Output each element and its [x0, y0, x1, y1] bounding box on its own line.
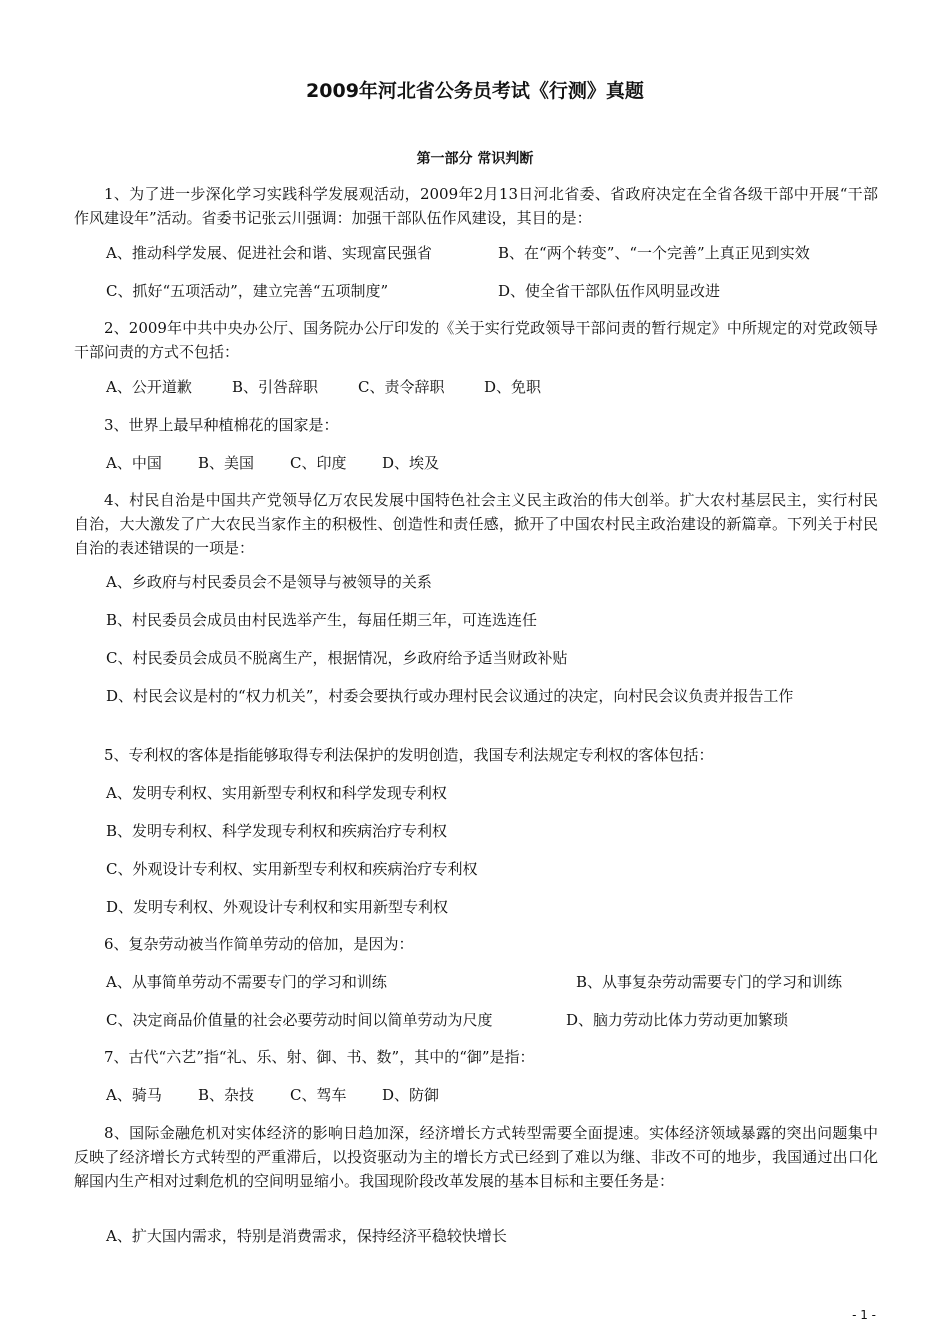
option-6a: A、从事简单劳动不需要专门的学习和训练	[106, 973, 387, 991]
option-5d: D、发明专利权、外观设计专利权和实用新型专利权	[106, 898, 449, 916]
option-8a: A、扩大国内需求，特别是消费需求，保持经济平稳较快增长	[106, 1227, 507, 1245]
option-2d: D、免职	[484, 378, 542, 396]
option-3a: A、中国	[106, 454, 162, 472]
option-7c: C、驾车	[290, 1086, 347, 1104]
option-7a: A、骑马	[106, 1086, 162, 1104]
option-6b: B、从事复杂劳动需要专门的学习和训练	[576, 973, 843, 991]
option-5c: C、外观设计专利权、实用新型专利权和疾病治疗专利权	[106, 860, 478, 878]
document-title: 2009年河北省公务员考试《行测》真题	[306, 80, 644, 102]
option-5b: B、发明专利权、科学发现专利权和疾病治疗专利权	[106, 822, 448, 840]
question-6-options-ab	[106, 970, 842, 994]
question-2-options	[106, 375, 541, 399]
option-6d: D、脑力劳动比体力劳动更加繁琐	[566, 1011, 789, 1029]
option-1c: C、抓好“五项活动”，建立完善“五项制度”	[106, 282, 389, 300]
page-number: - 1 -	[852, 1308, 876, 1322]
option-7b: B、杂技	[198, 1086, 255, 1104]
option-2b: B、引咎辞职	[232, 378, 319, 396]
question-4-stem: 4、村民自治是中国共产党领导亿万农民发展中国特色社会主义民主政治的伟大创举。扩大农村基层民主，实行村民自治，大大激发了广大农民当家作主的积极性、创造性和责任感，掀开了中国农村民主政治建设的新篇章。下列关于村民自治的表述错误的一项是：	[74, 491, 878, 557]
option-3b: B、美国	[198, 454, 255, 472]
question-3-stem: 3、世界上最早种植棉花的国家是：	[104, 416, 339, 434]
option-4c: C、村民委员会成员不脱离生产，根据情况，乡政府给予适当财政补贴	[106, 649, 568, 667]
question-2-stem: 2、2009年中共中央办公厅、国务院办公厅印发的《关于实行党政领导干部问责的暂行规定》中所规定的对党政领导干部问责的方式不包括：	[74, 319, 878, 361]
question-5-stem: 5、专利权的客体是指能够取得专利法保护的发明创造，我国专利法规定专利权的客体包括：	[104, 746, 714, 764]
question-3-options	[106, 451, 439, 475]
option-3d: D、埃及	[382, 454, 440, 472]
option-6c: C、决定商品价值量的社会必要劳动时间以简单劳动为尺度	[106, 1011, 493, 1029]
question-1-options-cd	[106, 279, 720, 303]
option-1a: A、推动科学发展、促进社会和谐、实现富民强省	[106, 244, 432, 262]
option-4a: A、乡政府与村民委员会不是领导与被领导的关系	[106, 573, 432, 591]
question-8-stem: 8、国际金融危机对实体经济的影响日趋加深，经济增长方式转型需要全面提速。实体经济领域暴露的突出问题集中反映了经济增长方式转型的严重滞后，以投资驱动为主的增长方式已经到了难以为继、非改不可的地步，我国通过出口化解国内生产相对过剩危机的空间明显缩小。我国现阶段改革发展的基本目标和主要任务是：	[74, 1124, 878, 1190]
question-7-stem: 7、古代“六艺”指“礼、乐、射、御、书、数”，其中的“御”是指：	[104, 1048, 535, 1066]
option-1b: B、在“两个转变”、“一个完善”上真正见到实效	[498, 244, 810, 262]
option-5a: A、发明专利权、实用新型专利权和科学发现专利权	[106, 784, 447, 802]
option-4b: B、村民委员会成员由村民选举产生，每届任期三年，可连选连任	[106, 611, 538, 629]
question-6-stem: 6、复杂劳动被当作简单劳动的倍加，是因为：	[104, 935, 414, 953]
question-6-options-cd	[106, 1008, 788, 1032]
question-1-options-ab	[106, 241, 810, 265]
question-1-stem: 1、为了进一步深化学习实践科学发展观活动，2009年2月13日河北省委、省政府决定在全省各级干部中开展“干部作风建设年”活动。省委书记张云川强调：加强干部队伍作风建设，其目的是：	[74, 185, 878, 227]
question-7-options	[106, 1083, 439, 1107]
option-2c: C、责令辞职	[358, 378, 445, 396]
option-2a: A、公开道歉	[106, 378, 192, 396]
option-1d: D、使全省干部队伍作风明显改进	[498, 282, 721, 300]
option-7d: D、防御	[382, 1086, 440, 1104]
option-3c: C、印度	[290, 454, 347, 472]
section-heading: 第一部分 常识判断	[416, 151, 534, 167]
option-4d: D、村民会议是村的“权力机关”，村委会要执行或办理村民会议通过的决定，向村民会议负责并报告工作	[106, 687, 794, 705]
